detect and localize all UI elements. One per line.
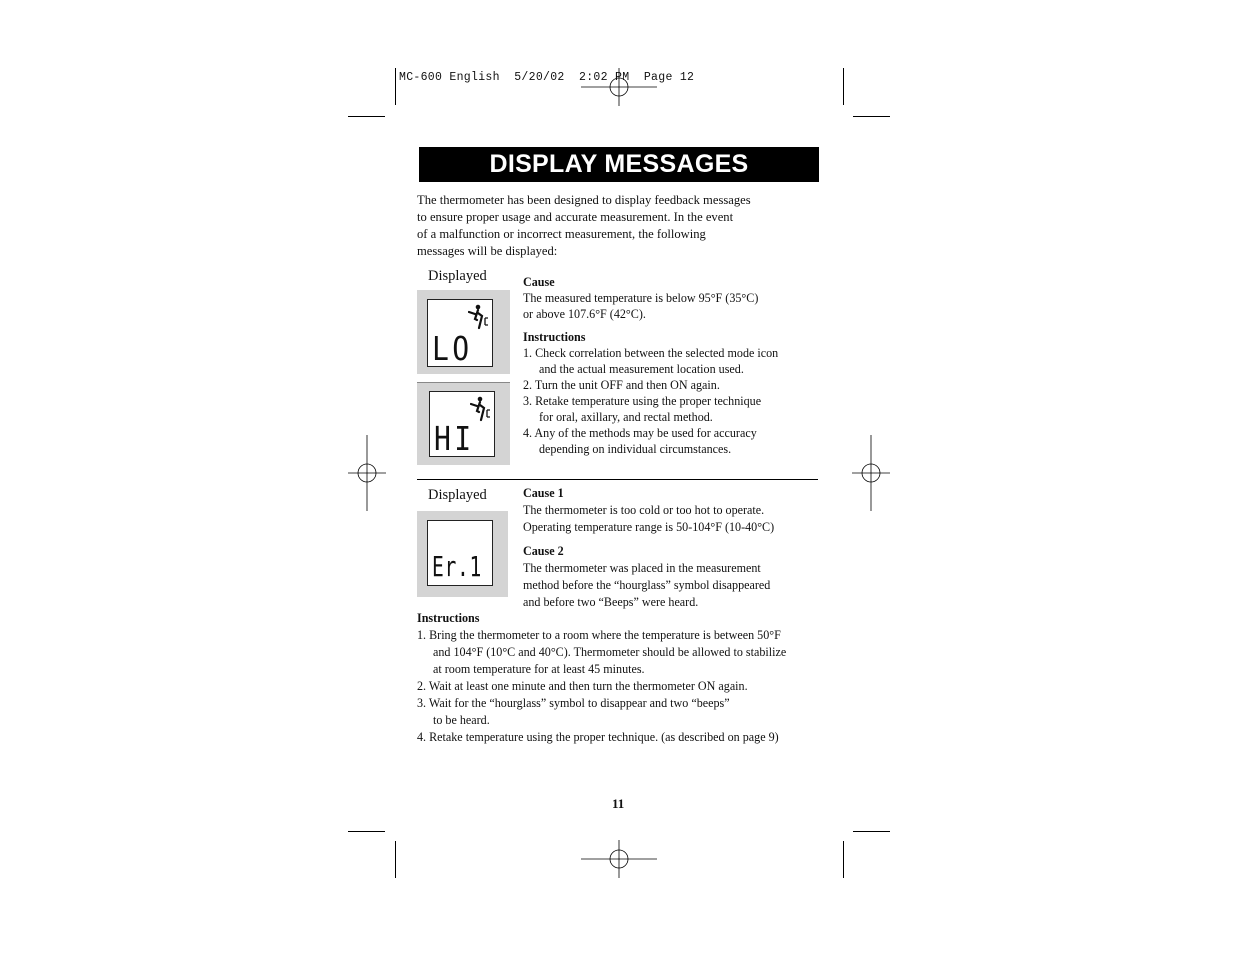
crop-mark: [395, 68, 396, 105]
instructions-heading: Instructions: [417, 611, 480, 625]
intro-line: The thermometer has been designed to display feedback messages: [417, 193, 751, 207]
registration-mark-bottom: [580, 840, 658, 878]
lcd-screen: [427, 520, 493, 586]
displayed-label: Displayed: [428, 487, 487, 503]
instruction-line: at room temperature for at least 45 minutes.: [433, 662, 645, 676]
instruction-line: 3. Wait for the “hourglass” symbol to disappear and two “beeps”: [417, 696, 730, 710]
lcd-screen: [429, 391, 495, 457]
cause1-heading: Cause 1: [523, 486, 564, 500]
registration-mark-right: [852, 435, 890, 511]
section-divider: [417, 479, 818, 480]
crop-mark: [395, 841, 396, 878]
print-slug: MC-600 English 5/20/02 2:02 PM Page 12: [399, 71, 695, 84]
cause-line: or above 107.6°F (42°C).: [523, 307, 646, 321]
instruction-line: 2. Turn the unit OFF and then ON again.: [523, 378, 720, 392]
instruction-line: and 104°F (10°C and 40°C). Thermometer should be allowed to stabilize: [433, 645, 787, 659]
displayed-label: Displayed: [428, 268, 487, 284]
instruction-line: 4. Any of the methods may be used for accuracy: [523, 426, 757, 440]
cause2-heading: Cause 2: [523, 544, 564, 558]
cause-heading: Cause: [523, 275, 555, 289]
intro-line: of a malfunction or incorrect measurement, the following: [417, 227, 706, 241]
instruction-line: 3. Retake temperature using the proper technique: [523, 394, 762, 408]
lcd-readout: HI: [434, 419, 475, 458]
intro-paragraph: [417, 192, 751, 260]
lcd-readout: Er.1: [432, 550, 483, 583]
section1-text: [523, 274, 778, 457]
rectal-mode-icon: [468, 303, 490, 331]
cause-line: The measured temperature is below 95°F (35°C): [523, 291, 759, 305]
instruction-line: to be heard.: [433, 713, 490, 727]
instruction-line: and the actual measurement location used.: [539, 362, 744, 376]
crop-mark: [348, 831, 385, 832]
lcd-panel-er1: [417, 511, 508, 597]
section2-causes: [523, 485, 774, 611]
cause-line: The thermometer was placed in the measurement: [523, 561, 761, 575]
instruction-line: 4. Retake temperature using the proper technique. (as described on page 9): [417, 730, 779, 744]
crop-mark: [853, 831, 890, 832]
section2-instructions: [417, 610, 786, 746]
page-title: DISPLAY MESSAGES: [489, 150, 749, 178]
lcd-panel-hi: [417, 383, 510, 465]
lcd-screen: [427, 299, 493, 367]
crop-mark: [348, 116, 385, 117]
instruction-line: 1. Check correlation between the selected mode icon: [523, 346, 779, 360]
intro-line: messages will be displayed:: [417, 244, 558, 258]
lcd-readout: LO: [432, 329, 473, 368]
crop-mark: [843, 841, 844, 878]
registration-mark-left: [348, 435, 386, 511]
instruction-line: 1. Bring the thermometer to a room where the temperature is between 50°F: [417, 628, 781, 642]
instruction-line: 2. Wait at least one minute and then turn the thermometer ON again.: [417, 679, 748, 693]
crop-mark: [843, 68, 844, 105]
intro-line: to ensure proper usage and accurate measurement. In the event: [417, 210, 734, 224]
cause-line: Operating temperature range is 50-104°F (10-40°C): [523, 520, 775, 534]
cause-line: method before the “hourglass” symbol disappeared: [523, 578, 771, 592]
crop-mark: [853, 116, 890, 117]
page-number: 11: [612, 796, 625, 811]
cause-line: and before two “Beeps” were heard.: [523, 595, 699, 609]
cause-line: The thermometer is too cold or too hot to operate.: [523, 503, 765, 517]
lcd-panel-lo: [417, 290, 510, 374]
instruction-line: for oral, axillary, and rectal method.: [539, 410, 713, 424]
title-banner: [419, 147, 819, 182]
instruction-line: depending on individual circumstances.: [539, 442, 732, 456]
instructions-heading: Instructions: [523, 330, 586, 344]
